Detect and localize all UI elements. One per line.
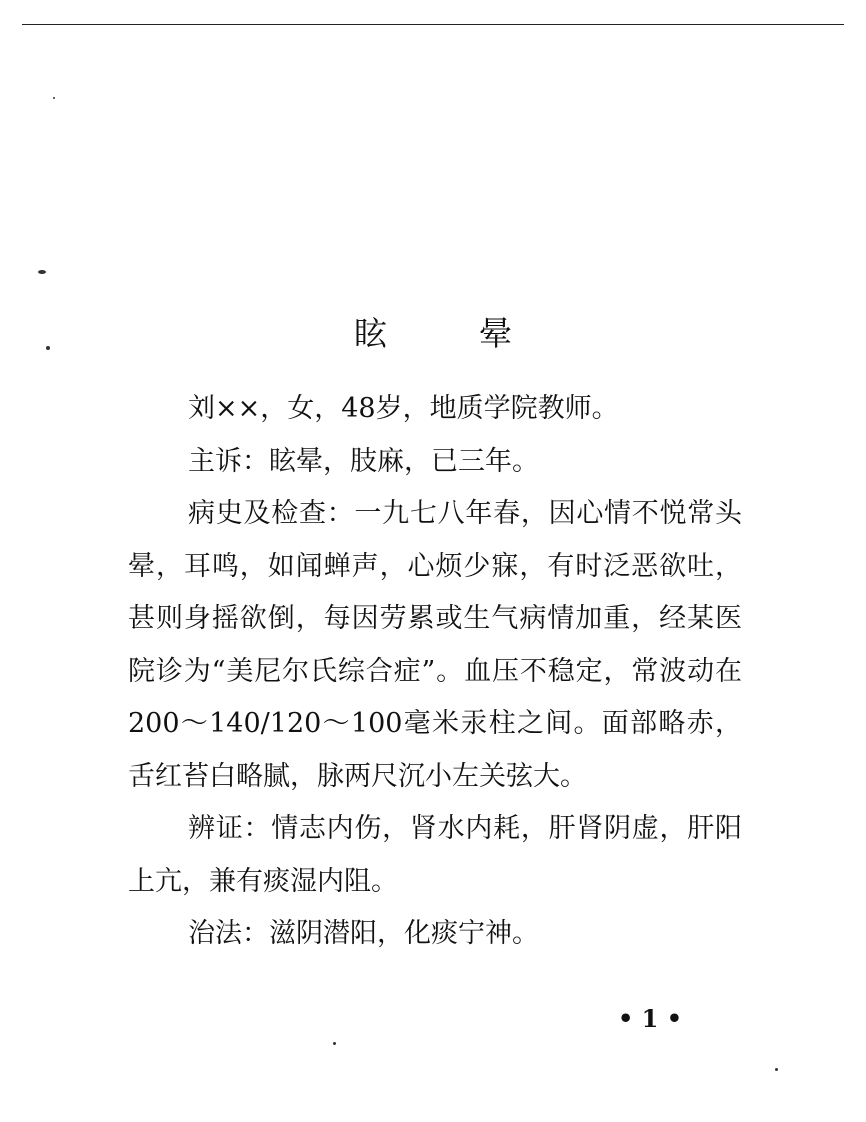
scan-speck [53,97,55,99]
scan-speck [775,1068,778,1071]
title-char-2: 晕 [479,314,512,353]
case-body [128,383,742,961]
scan-speck [38,270,46,274]
syndrome-differentiation: 辨证：情志内伤，肾水内耗，肝肾阴虚，肝阳上亢，兼有痰湿内阻。 [128,813,742,897]
top-rule [22,24,844,25]
title-char-1: 眩 [354,314,387,353]
patient-info: 刘××，女，48岁，地质学院教师。 [188,393,619,424]
scan-speck [333,1042,336,1045]
page-number: • 1 • [617,1004,683,1033]
page-title [0,308,866,355]
history-and-exam: 病史及检查：一九七八年春，因心情不悦常头晕，耳鸣，如闻蝉声，心烦少寐，有时泛恶欲吐，甚则身摇欲倒，每因劳累或生气病情加重，经某医院诊为“美尼尔氏综合症”。血压不稳定，常波动在200～140/120～100毫米汞柱之间。面部略赤，舌红苔白略腻，脉两尺沉小左关弦大。 [128,498,742,792]
scan-speck [46,346,50,350]
chief-complaint: 主诉：眩晕，肢麻，已三年。 [188,445,539,477]
treatment-method: 治法：滋阴潜阳，化痰宁神。 [188,918,539,949]
